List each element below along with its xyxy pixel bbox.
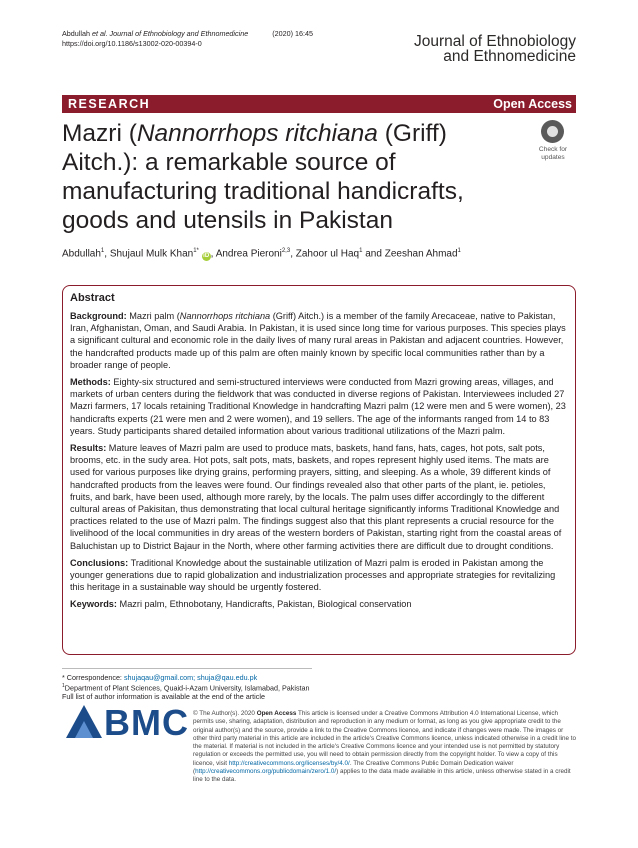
author-affiliation: 1* [193,248,199,254]
abstract-heading: Abstract [70,292,115,304]
article-title [62,119,510,235]
full-list-note: Full list of author information is available at the end of the article [62,692,265,702]
bmc-logo-icon [66,705,102,738]
author-list: Abdullah$^1$, Shujaul Mulk Khan$^{1*}$ iD , Andrea Pieroni$^{2,3}$, Zahoor ul Haq$^1$ and Zeeshan Ahmad$^1$ [62,248,461,260]
license-link[interactable]: http://creativecommons.org/licenses/by/4.0/ [228,759,350,767]
bmc-logo [66,702,192,743]
abstract-background: Background: Mazri palm (Nannorrhops ritchiana (Griff) Aitch.) is a member of the family Arecaceae, native to Pakistan, Iran, Afghanistan, Oman, and Saudi Arabia. In Pakistan, it is used since long time for various purposes. This species plays a significant cultural and economic role in the daily lives of many rural areas in Pakistan and adjacent countries. However, the handcrafted products made up of this palm are often mainly known by specific local communities rather than by a broader range of people. [70,311,566,370]
author-name[interactable]: Shujaul Mulk Khan [109,248,194,260]
abstract-methods: Methods: Eighty-six structured and semi-structured interviews were conducted from Mazri growing areas, villages, and markets of urban centers during the fieldwork that was conducted in diverse regions of Pakistan. Interviewees included 27 Mazri farmers, 17 locals retaining Traditional Knowledge in handcrafting Mazri palm (12 were men and 5 were women), 23 handicrafts experts (21 were men and 2 were women), and 19 sellers. The age of the informants ranged from 14 to 83 years. Study participants shared detailed information about various traditional utilizations of the Mazri palm. [70,377,566,436]
public-domain-link[interactable]: http://creativecommons.org/publicdomain/zero/1.0/ [195,768,337,776]
article-type-banner [62,95,576,113]
title-species: Nannorrhops ritchiana [136,120,378,147]
article-type-label: RESEARCH [68,97,151,111]
check-for-updates-button[interactable] [530,120,576,166]
author-affiliation: 1 [100,248,105,254]
orcid-icon[interactable]: iD [203,253,210,260]
author-name[interactable]: Zahoor ul Haq [295,248,360,260]
check-for-updates-label: Check for updates [538,146,568,161]
correspondence-email[interactable]: shujaqau@gmail.com; shuja@qau.edu.pk [123,673,258,682]
author-affiliation: 1 [457,248,461,254]
check-for-updates-icon [541,120,564,143]
affiliation: $^1$Department of Plant Sciences, Quaid-i-Azam University, Islamabad, Pakistan [62,683,310,693]
footnotes [62,673,310,701]
abstract-box [62,285,576,655]
citation-header [62,29,313,49]
citation-journal: et al. Journal of Ethnobiology and Ethnomedicine [89,29,249,38]
bmc-logo-text: BMC [104,702,189,743]
open-access-label: Open Access [493,97,572,111]
footnote-divider [62,668,312,669]
author-affiliation: 2,3 [281,248,291,254]
citation-volume: (2020) 16:45 [272,29,313,38]
citation-authors: Abdullah [62,29,90,38]
license-text: © The Author(s). 2020 Open Access This article is licensed under a Creative Commons Attribution 4.0 International License, which permits use, sharing, adaptation, distribution and reproduction in any medium or format, as long as you give appropriate credit to the original author(s) and the source, provide a link to the Creative Commons licence, and indicate if changes were made. The images or other third party material in this article are included in the article's Creative Commons licence, unless indicated otherwise in a credit line to the material. If material is not included in the article's Creative Commons licence and your intended use is not permitted by statutory regulation or exceeds the permitted use, you will need to obtain permission directly from the copyright holder. To view a copy of this licence, visit http://creativecommons.org/licenses/by/4.0/. The Creative Commons Public Domain Dedication waiver (http://creativecommons.org/publicdomain/zero/1.0/) applies to the data made available in this article, unless otherwise stated in a credit line to the data. [193,710,577,784]
title-part2: (Griff) Aitch.): a remarkable source of manufacturing traditional handicrafts, goods and utensils in Pakistan [62,120,464,234]
doi-link[interactable]: https://doi.org/10.1186/s13002-020-00394-0 [62,39,202,48]
correspondence: * Correspondence: shujaqau@gmail.com; shuja@qau.edu.pk [62,673,258,682]
journal-title-line1: Journal of Ethnobiology [413,33,576,50]
abstract-conclusions: Conclusions: Traditional Knowledge about the sustainable utilization of Mazri palm is eroded in Pakistan among the younger generations due to rapid globalization and industrialization processes and appropriate strategies for revitalizing this heritage in a sustainable way should be urgently fostered. [70,557,556,593]
title-part1: Mazri ( [62,120,137,147]
author-affiliation: 1 [359,248,363,254]
author-name[interactable]: Abdullah [62,248,101,260]
abstract-keywords: Keywords: Mazri palm, Ethnobotany, Handicrafts, Pakistan, Biological conservation [70,599,412,610]
open-access-notice: Open Access [256,710,297,717]
journal-title-line2: and Ethnomedicine [443,47,576,65]
journal-title [414,35,576,64]
abstract-results: Results: Mature leaves of Mazri palm are used to produce mats, baskets, hand fans, hats, cages, hot pots, salt pots, brooms, etc. in the sudy area. Hot pots, salt pots, mats, baskets, and ropes represent highly used items. The mats are used for various purposes like drying grains, performing prayers, sitting, and sleeping. As a whole, 39 different kinds of handcrafted products from the leaves were found. Our findings revealed also that other parts of the plant, ie. petioles, fruits, and bark, have been used, although more rarely, by the locals. The palm uses differ accordingly to the different cultural areas of Pakisitan, thus demonstrating that local cultural heritage significantly informs Traditional Knowledge and practices related to the use of Mazri palm. The findings suggest also that this plant represents a crucial resource for the livelihood of the local communities in dry areas of the western borders of Pakistan, starting right from the coastal areas of Baluchistan up to District Bajaur in the North, where other farming activities there are difficult due to drought conditions. [70,443,562,551]
author-name[interactable]: Andrea Pieroni [215,248,282,260]
author-name[interactable]: Zeeshan Ahmad [384,248,458,260]
